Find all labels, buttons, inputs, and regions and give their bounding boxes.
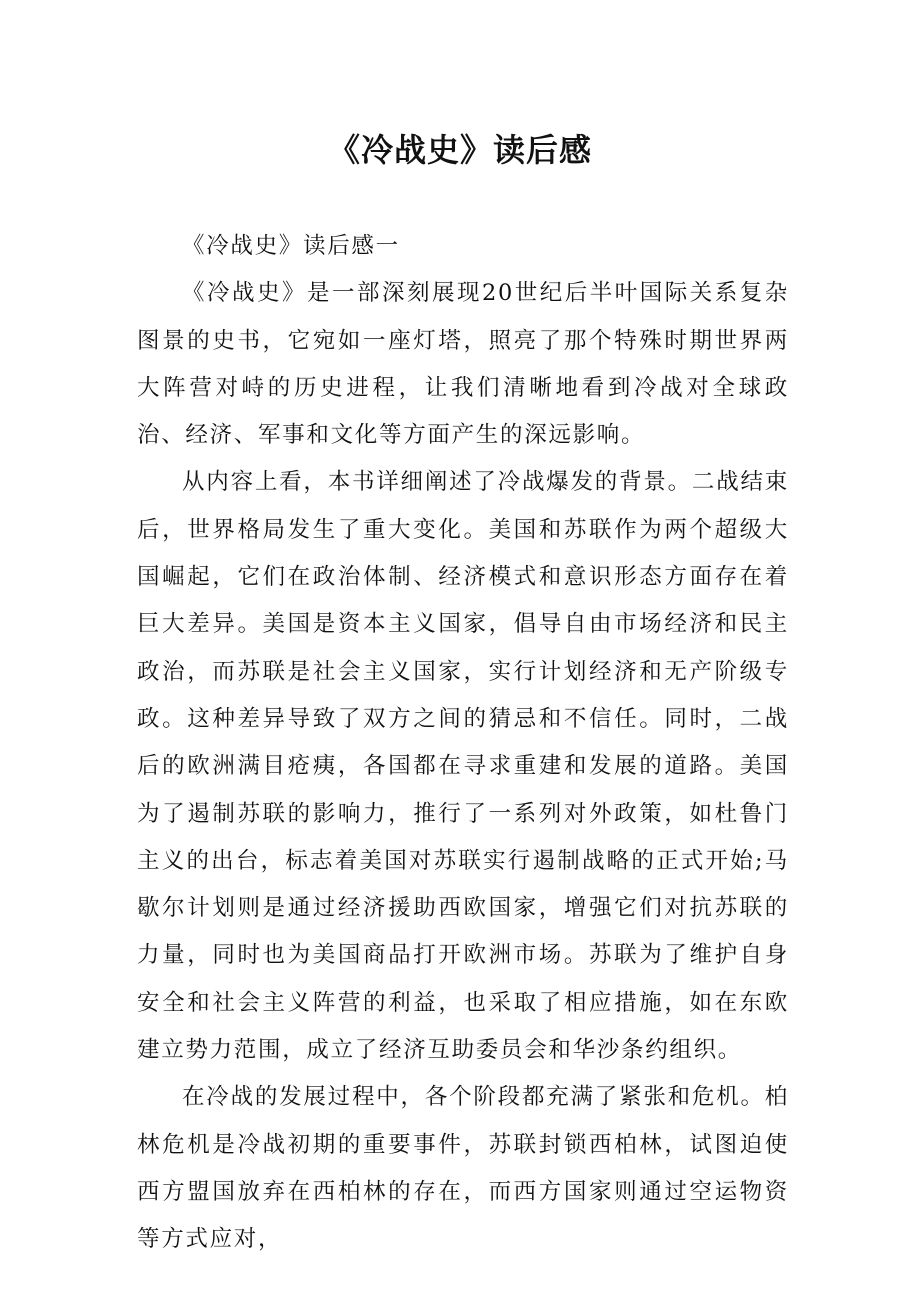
paragraph-1: 《冷战史》是一部深刻展现20世纪后半叶国际关系复杂图景的史书，它宛如一座灯塔，照亮了那个特殊时期世界两大阵营对峙的历史进程，让我们清晰地看到冷战对全球政治、经济、军事和文化等方面产生的深远影响。 [137,280,789,449]
document-title: 《冷战史》读后感 [327,131,592,169]
paragraph-2: 从内容上看，本书详细阐述了冷战爆发的背景。二战结束后，世界格局发生了重大变化。美国和苏联作为两个超级大国崛起，它们在政治体制、经济模式和意识形态方面存在着巨大差异。美国是资本主义国家，倡导自由市场经济和民主政治，而苏联是社会主义国家，实行计划经济和无产阶级专政。这种差异导致了双方之间的猜忌和不信任。同时，二战后的欧洲满目疮痍，各国都在寻求重建和发展的道路。美国为了遏制苏联的影响力，推行了一系列对外政策，如杜鲁门主义的出台，标志着美国对苏联实行遏制战略的正式开始;马歇尔计划则是通过经济援助西欧国家，增强它们对抗苏联的力量，同时也为美国商品打开欧洲市场。苏联为了维护自身安全和社会主义阵营的利益，也采取了相应措施，如在东欧建立势力范围，成立了经济互助委员会和华沙条约组织。 [137,469,789,1064]
paragraph-3: 在冷战的发展过程中，各个阶段都充满了紧张和危机。柏林危机是冷战初期的重要事件，苏联封锁西柏林，试图迫使西方盟国放弃在西柏林的存在，而西方国家则通过空运物资等方式应对， [137,1084,789,1253]
section-heading: 《冷战史》读后感一 [182,233,400,259]
document-body [137,223,789,1264]
